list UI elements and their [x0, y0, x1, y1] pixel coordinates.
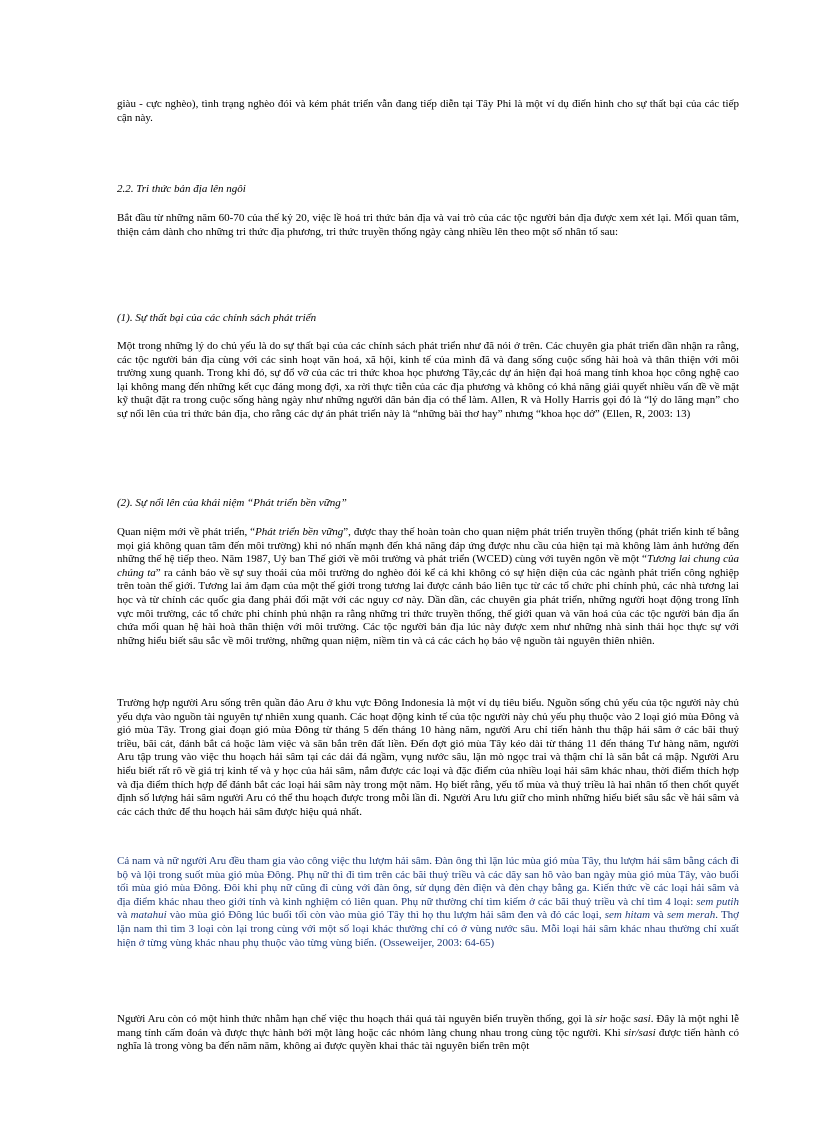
text-run: ” ra cảnh báo về sự suy thoái của môi trường do nghèo đói kể cả khi không có sự hiện diện của các ngành phát triển công nghiệp trên toàn thế giới. Tương lai ảm đạm của một thế giới trong tương lai được cảnh báo liên tục từ các tổ chức phi chính phủ, các nhà tương lai học và từ chính các quốc gia đang phải đối mặt với các nguy cơ này. Dần dần, các chuyên gia phát triển, những người hoạt động trong lĩnh vực môi trường, các tổ chức phi chính phủ nhận ra rằng những tri thức truyền thống, thế giới quan và văn hoá của các tộc người bản địa ẩn chứa mối quan hệ hài hoà thân thiện với môi trường. Các tộc người bản địa lúc này được xem như những nhà sinh thái học thực sự với những hiểu biết sâu sắc về môi trường, những quan niệm, niềm tin và cả các cách họ bảo vệ nguồn tài nguyên thiên nhiên. [117, 566, 739, 647]
text-run: Bắt đầu từ những năm 60-70 của thế kỷ 20, việc lề hoá tri thức bản địa và vai trò của các tộc người bản địa được xem xét lại. Mối quan tâm, thiện cảm dành cho những tri thức địa phương, tri thức truyền thống ngày càng nhiều lên theo một số nhân tố sau: [117, 212, 739, 238]
subheading-policy-failure: (1). Sự thất bại của các chính sách phát triển [117, 312, 317, 324]
text-run: Quan niệm mới về phát triển, “ [117, 526, 256, 538]
subheading-sustainable-development: (2). Sự nổi lên của khái niệm “Phát triển bền vững” [117, 497, 347, 509]
section-heading-2-2: 2.2. Tri thức bản địa lên ngôi [117, 183, 246, 195]
italic-term: Phát triển bền vững [255, 526, 344, 538]
text-run: Cả nam và nữ người Aru đều tham gia vào công việc thu lượm hải sâm. Đàn ông thì lặn lúc mùa gió mùa Tây, thu lượm hải sâm bằng cách đi bộ và lội trong suốt mùa gió mùa Đông. Phụ nữ thì đi tìm trên các bãi thuỷ triều và các dãy san hô vào ban ngày mùa gió mùa Tây, vào buổi tối mùa gió mùa Đông. Đôi khi phụ nữ cũng đi cùng với đàn ông, sử dụng đèn điện và đèn chạy bằng ga. Kiến thức về các loại hải sâm và địa điểm khác nhau theo giới tính và kinh nghiệm có liên quan. Phụ nữ thường chỉ tìm kiếm ở các bãi thuỷ triều và chỉ tìm 4 loại: [117, 855, 739, 908]
paragraph-policy-failure [117, 340, 739, 422]
paragraph-indigenous-knowledge [117, 212, 739, 239]
italic-term: sem merah [666, 909, 716, 922]
text-run: được tiến hành có nghĩa là trong vòng ba đến năm năm, không ai được quyền khai thác tài nguyên biển trên một [117, 1026, 739, 1053]
text-run: . Thợ lặn nam thì tìm 3 loại còn lại trong cùng với một số loại khác thường chỉ có ở vùng nước sâu. Mỗi loại hải sâm khác nhau thường chỉ xuất hiện ở từng vùng khác nhau phụ thuộc vào từng vùng biển. (Osseweijer, 2003: 64-65) [117, 909, 739, 949]
italic-term: matahui [130, 909, 167, 922]
text-run: Người Aru còn có một hình thức nhằm hạn chế việc thu hoạch thái quá tài nguyên biển truyền thống, gọi là [117, 1013, 596, 1025]
text-run: vào mùa gió Đông lúc buổi tối còn vào mùa gió Tây thì họ thu lượm hải sâm đen và đỏ các loại, [166, 909, 605, 922]
italic-term: sir [595, 1013, 607, 1025]
italic-term: sem hitam [604, 909, 651, 922]
paragraph-intro-continuation [117, 98, 739, 125]
text-run: và [650, 909, 667, 922]
paragraph-sustainable-development [117, 526, 739, 648]
text-run: Một trong những lý do chủ yếu là do sự thất bại của các chính sách phát triển như đã nói ở trên. Các chuyên gia phát triển dần nhận ra rằng, các tộc người bản địa cùng với các sinh hoạt văn hoá, xã hội, kinh tế của mình đã và đang sống cuộc sống hài hoà và thân thiện với môi trường xung quanh. Trong khi đó, sự đổ vỡ của các tri thức khoa học phương Tây,các dự án hiện đại hoá mang tính khoa học công nghệ cao lại không mang đến những kết cục đáng mong đợi, xa rời thực tiễn của các địa phương và không có khả năng giải quyết nhiều vấn đề về mặt kỹ thuật đặt ra trong cuộc sống hàng ngày như những người dân bản địa có thể làm. Allen, R và Holly Harris gọi đó là “lý do lãng mạn” cho sự nổi lên của tri thức bản địa, cho rằng các dự án phát triển này là “những bài thơ hay” nhưng “khoa học dở” (Ellen, R, 2003: 13) [117, 340, 739, 420]
text-run: Trường hợp người Aru sống trên quần đảo Aru ở khu vực Đông Indonesia là một ví dụ tiêu biểu. Nguồn sống chủ yếu của tộc người này chủ yếu dựa vào nguồn tài nguyên tự nhiên xung quanh. Các hoạt động kinh tế của tộc người này chủ yếu phụ thuộc vào 2 loại gió mùa Đông và gió mùa Tây. Trong giai đoạn gió mùa Đông từ tháng 5 đến tháng 10 hàng năm, người Aru chỉ tiến hành thu thập hải sâm ở các bãi thuỷ triều, bãi cát, đánh bắt cá hoặc làm việc và săn bắn trên đất liền. Đến đợt gió mùa Tây kéo dài từ tháng 11 đến tháng Tư hàng năm, người Aru tập trung vào việc thu hoạch hải sâm tại các dải đá ngầm, vụng nước sâu, lặn mò ngọc trai và thậm chí là săn bắt cá mập. Người Aru hiểu biết rất rõ về giá trị kinh tế và y học của hải sâm, nắm được các loại và đặc điểm của nhiều loại hải sâm khác nhau, thời điểm thích hợp và địa điểm thích hợp để đánh bắt các loại hải sâm này trong một năm. Họ biết rằng, yếu tố mùa và thuỷ triều là hai nhân tố then chốt quyết định số lượng hải sâm người Aru có thể thu hoạch được trong mỗi lần đi. Người Aru lưu giữ cho mình những hiểu biết sâu sắc về hải sâm và các cách thức để thu hoạch hải sâm được hiệu quả nhất. [117, 697, 739, 818]
italic-term: Tương lai chung của chúng ta [117, 553, 739, 579]
quote-aru-sea-cucumber [117, 855, 739, 950]
text-run: giàu - cực nghèo), tình trạng nghèo đói và kém phát triển vẫn đang tiếp diễn tại Tây Phi là một ví dụ điển hình cho sự thất bại của các tiếp cận này. [117, 98, 739, 124]
italic-term: sem putih [696, 895, 739, 908]
text-run: ”, được thay thế hoàn toàn cho quan niệm phát triển truyền thống (phát triển kinh tế bằng mọi giá không quan tâm đến môi trường) khi nó nhấn mạnh đến khả năng đáp ứng được nhu cầu của hiện tại mà không làm ảnh hưởng đến những thế hệ tiếp theo. Năm 1987, Uỷ ban Thế giới về môi trường và phát triển (WCED) cùng với tuyên ngôn về một “ [117, 526, 739, 566]
text-run: . Đây là một nghi lễ mang tính cấm đoán và được thực hành bởi một làng hoặc các nhóm làng chung nhau trong cùng tộc người. Khi [117, 1013, 739, 1039]
text-run: hoặc [606, 1013, 634, 1025]
paragraph-aru-case [117, 697, 739, 819]
text-run: và [117, 909, 131, 922]
italic-term: sasi [633, 1013, 651, 1025]
italic-term: sir/sasi [623, 1026, 656, 1039]
paragraph-sasi-ritual [117, 1013, 739, 1054]
